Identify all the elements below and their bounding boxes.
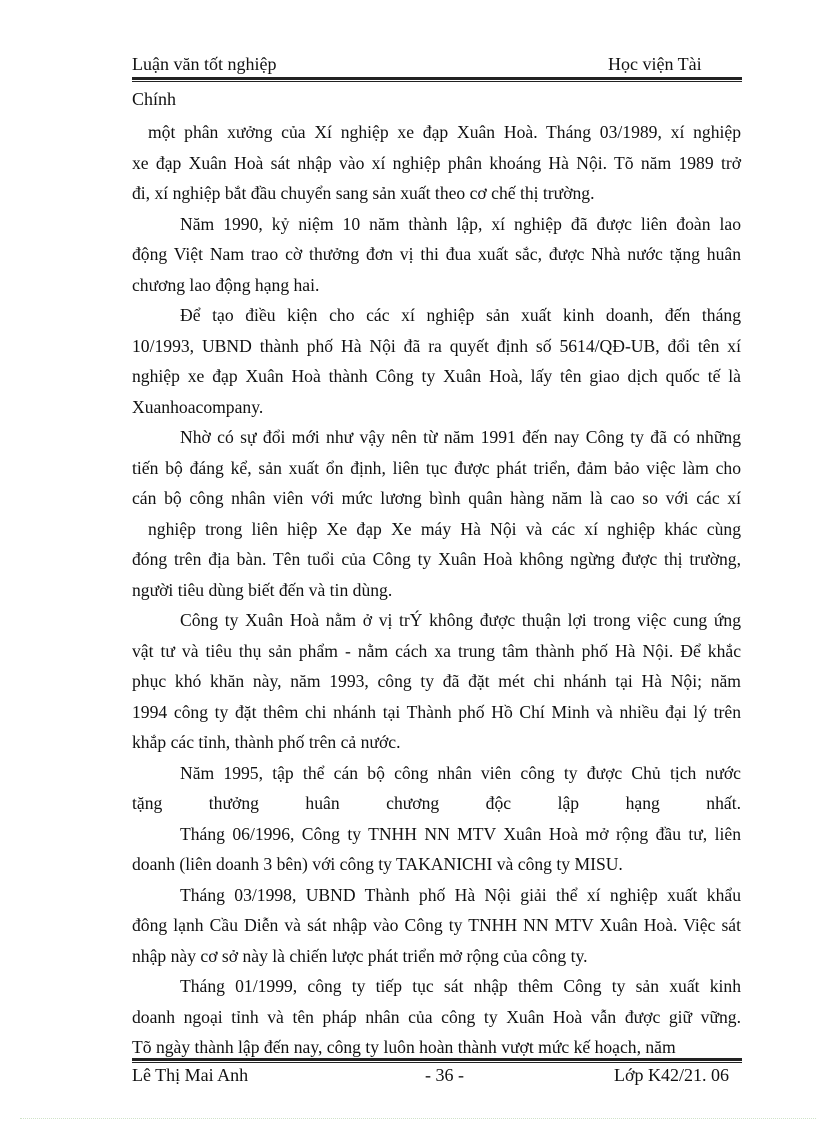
- text-line: Tháng 06/1996, Công ty TNHH NN MTV Xuân Hoà mở rộng đầu tư, liên: [180, 823, 741, 844]
- text-line: phục khó khăn này, năm 1993, công ty đã đặt mét chi nhánh tại Hà Nội; năm: [132, 671, 741, 691]
- text-line: tiến bộ đáng kể, sản xuất ổn định, liên tục được phát triển, đảm bảo việc làm cho: [132, 457, 741, 478]
- text-line: vật tư và tiêu thụ sản phẩm - nằm cách xa trung tâm thành phố Hà Nội. Để khắc: [132, 640, 741, 661]
- footer-author: Lê Thị Mai Anh: [132, 1065, 249, 1085]
- text-line: đóng trên địa bàn. Tên tuổi của Công ty Xuân Hoà không ngừng được thị trường,: [132, 549, 741, 569]
- text-line: 1994 công ty đặt thêm chi nhánh tại Thành phố Hồ Chí Minh và nhiều đại lý trên: [132, 701, 741, 722]
- header-right: Học viện Tài: [608, 54, 702, 74]
- text-line: Xuanhoacompany.: [132, 396, 264, 417]
- header-left: Luận văn tốt nghiệp: [132, 54, 277, 74]
- text-line: Năm 1990, kỷ niệm 10 năm thành lập, xí nghiệp đã được liên đoàn lao: [180, 213, 741, 234]
- text-line: 10/1993, UBND thành phố Hà Nội đã ra quyết định số 5614/QĐ-UB, đổi tên xí: [132, 335, 741, 356]
- page-edge-divider: [20, 1118, 816, 1119]
- document-body: [132, 118, 741, 1064]
- text-line: Năm 1995, tập thể cán bộ công nhân viên công ty được Chủ tịch nước: [180, 762, 741, 783]
- header-continuation: Chính: [132, 89, 177, 109]
- text-line: nghiệp xe đạp Xuân Hoà thành Công ty Xuân Hoà, lấy tên giao dịch quốc tế là: [132, 366, 741, 386]
- text-line: tặng thưởng huân chương độc lập hạng nhất.: [132, 793, 741, 813]
- footer-rule: [132, 1058, 742, 1063]
- text-line: Tõ ngày thành lập đến nay, công ty luôn hoàn thành vượt mức kế hoạch, năm: [132, 1037, 676, 1057]
- text-line: đi, xí nghiệp bắt đầu chuyển sang sản xuất theo cơ chế thị trường.: [132, 183, 595, 203]
- text-line: cán bộ công nhân viên với mức lương bình quân hàng năm là cao so với các xí: [132, 488, 741, 508]
- page-number: - 36 -: [425, 1065, 464, 1085]
- text-line: Công ty Xuân Hoà nằm ở vị trÝ không được thuận lợi trong việc cung ứng: [180, 610, 741, 630]
- text-line: động Việt Nam trao cờ thưởng đơn vị thi đua xuất sắc, được Nhà nước tặng huân: [132, 244, 741, 264]
- text-line: Để tạo điều kiện cho các xí nghiệp sản xuất kinh doanh, đến tháng: [180, 305, 741, 325]
- text-line: Nhờ có sự đổi mới như vậy nên từ năm 1991 đến nay Công ty đã có những: [180, 427, 741, 447]
- text-line: chương lao động hạng hai.: [132, 274, 320, 295]
- text-line: doanh ngoại tỉnh và tên pháp nhân của công ty Xuân Hoà vẫn được giữ vững.: [132, 1006, 741, 1027]
- text-line: Tháng 03/1998, UBND Thành phố Hà Nội giải thể xí nghiệp xuất khẩu: [180, 884, 741, 905]
- text-line: nhập này cơ sở này là chiến lược phát triển mở rộng của công ty.: [132, 945, 588, 966]
- text-line: một phân xưởng của Xí nghiệp xe đạp Xuân Hoà. Tháng 03/1989, xí nghiệp: [148, 122, 741, 142]
- text-line: Tháng 01/1999, công ty tiếp tục sát nhập thêm Công ty sản xuất kinh: [180, 976, 741, 996]
- footer-class: Lớp K42/21. 06: [614, 1065, 730, 1085]
- text-line: nghiệp trong liên hiệp Xe đạp Xe máy Hà Nội và các xí nghiệp khác cùng: [148, 518, 741, 539]
- text-line: doanh (liên doanh 3 bên) với công ty TAKANICHI và công ty MISU.: [132, 854, 623, 874]
- text-line: người tiêu dùng biết đến và tin dùng.: [132, 579, 393, 600]
- text-line: khắp các tỉnh, thành phố trên cả nước.: [132, 732, 401, 752]
- header-rule: [132, 77, 742, 82]
- text-line: đông lạnh Cầu Diễn và sát nhập vào Công ty TNHH NN MTV Xuân Hoà. Việc sát: [132, 915, 741, 935]
- text-line: xe đạp Xuân Hoà sát nhập vào xí nghiệp phân khoáng Hà Nội. Tõ năm 1989 trở: [132, 152, 741, 173]
